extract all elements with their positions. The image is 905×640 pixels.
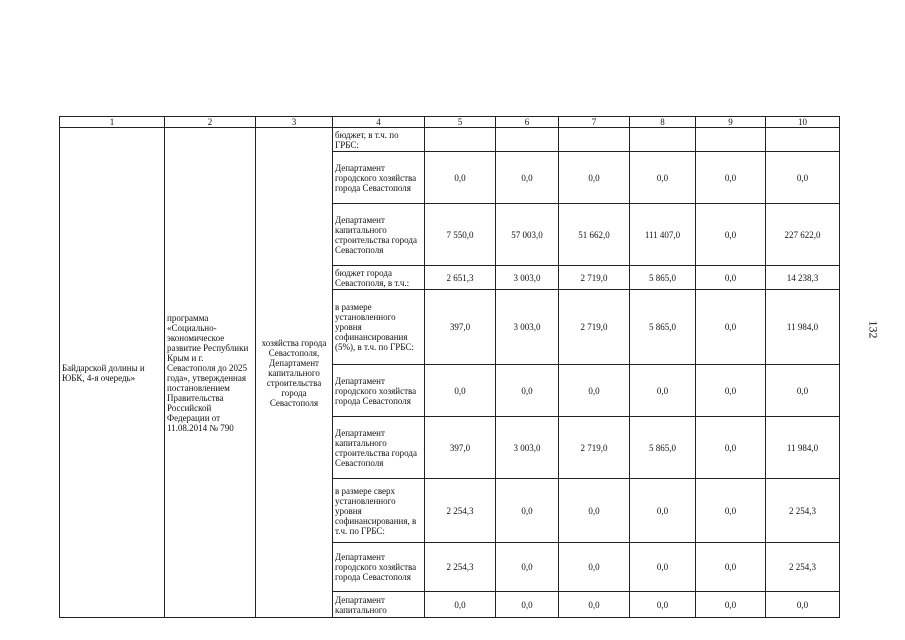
value-cell: 0,0 [559,592,630,618]
value-cell: 397,0 [425,417,496,479]
column-number: 5 [425,117,496,128]
value-cell: 227 622,0 [766,204,840,266]
value-cell: 14 238,3 [766,266,840,290]
value-cell: 11 984,0 [766,417,840,479]
value-cell: 0,0 [696,204,766,266]
column-number: 1 [60,117,165,128]
value-cell: 0,0 [696,266,766,290]
value-cell [696,128,766,152]
value-cell [496,128,559,152]
budget-table [59,116,840,618]
value-cell: 0,0 [696,290,766,365]
value-cell: 0,0 [630,152,696,204]
value-cell: 0,0 [559,479,630,543]
column-number: 9 [696,117,766,128]
page-number: 132 [866,320,881,339]
value-cell: 3 003,0 [496,266,559,290]
value-cell: 0,0 [696,365,766,417]
column-number: 2 [165,117,256,128]
row-label: Департамент капитального строительства города Севастополя [333,417,425,479]
region-cell: Байдарской долины и ЮБК, 4-я очередь» [60,128,165,618]
value-cell: 0,0 [559,365,630,417]
row-label: Департамент городского хозяйства города Севастополя [333,543,425,592]
value-cell: 0,0 [496,152,559,204]
value-cell: 2 254,3 [425,543,496,592]
value-cell: 0,0 [559,543,630,592]
value-cell: 0,0 [630,479,696,543]
value-cell: 0,0 [425,365,496,417]
executor-cell: хозяйства города Севастополя, Департамент капитального строительства города Севастополя [256,128,333,618]
value-cell: 2 719,0 [559,290,630,365]
value-cell: 5 865,0 [630,290,696,365]
value-cell: 3 003,0 [496,290,559,365]
value-cell: 2 254,3 [766,479,840,543]
value-cell: 0,0 [630,365,696,417]
value-cell: 0,0 [559,152,630,204]
value-cell: 5 865,0 [630,266,696,290]
row-label: в размере установленного уровня софинансирования (5%), в т.ч. по ГРБС: [333,290,425,365]
column-number-row [60,117,840,128]
program-cell: программа «Социально-экономическое развитие Республики Крым и г. Севастополя до 2025 года», утвержденная постановлением Правительства Российской Федерации от 11.08.2014 № 790 [165,128,256,618]
value-cell: 0,0 [630,592,696,618]
value-cell: 7 550,0 [425,204,496,266]
value-cell: 2 719,0 [559,266,630,290]
value-cell: 0,0 [496,592,559,618]
value-cell [425,128,496,152]
value-cell: 3 003,0 [496,417,559,479]
value-cell: 51 662,0 [559,204,630,266]
value-cell [630,128,696,152]
value-cell: 0,0 [696,417,766,479]
value-cell: 0,0 [496,479,559,543]
value-cell: 2 254,3 [425,479,496,543]
value-cell: 0,0 [696,152,766,204]
row-label: Департамент капитального [333,592,425,618]
value-cell: 0,0 [496,365,559,417]
column-number: 7 [559,117,630,128]
value-cell: 0,0 [766,592,840,618]
table-row [60,128,840,152]
value-cell [559,128,630,152]
row-label: бюджет города Севастополя, в т.ч.: [333,266,425,290]
value-cell: 0,0 [766,365,840,417]
row-label: бюджет, в т.ч. по ГРБС: [333,128,425,152]
value-cell: 111 407,0 [630,204,696,266]
value-cell: 11 984,0 [766,290,840,365]
value-cell: 2 254,3 [766,543,840,592]
value-cell: 57 003,0 [496,204,559,266]
value-cell: 0,0 [696,592,766,618]
value-cell: 0,0 [630,543,696,592]
value-cell: 0,0 [425,152,496,204]
column-number: 10 [766,117,840,128]
value-cell: 0,0 [766,152,840,204]
row-label: в размере сверх установленного уровня софинансирования, в т.ч. по ГРБС: [333,479,425,543]
value-cell: 397,0 [425,290,496,365]
value-cell: 5 865,0 [630,417,696,479]
row-label: Департамент капитального строительства города Севастополя [333,204,425,266]
column-number: 8 [630,117,696,128]
value-cell: 0,0 [425,592,496,618]
value-cell [766,128,840,152]
value-cell: 0,0 [696,543,766,592]
column-number: 4 [333,117,425,128]
value-cell: 0,0 [496,543,559,592]
row-label: Департамент городского хозяйства города Севастополя [333,152,425,204]
column-number: 3 [256,117,333,128]
column-number: 6 [496,117,559,128]
value-cell: 0,0 [696,479,766,543]
row-label: Департамент городского хозяйства города Севастополя [333,365,425,417]
value-cell: 2 719,0 [559,417,630,479]
value-cell: 2 651,3 [425,266,496,290]
